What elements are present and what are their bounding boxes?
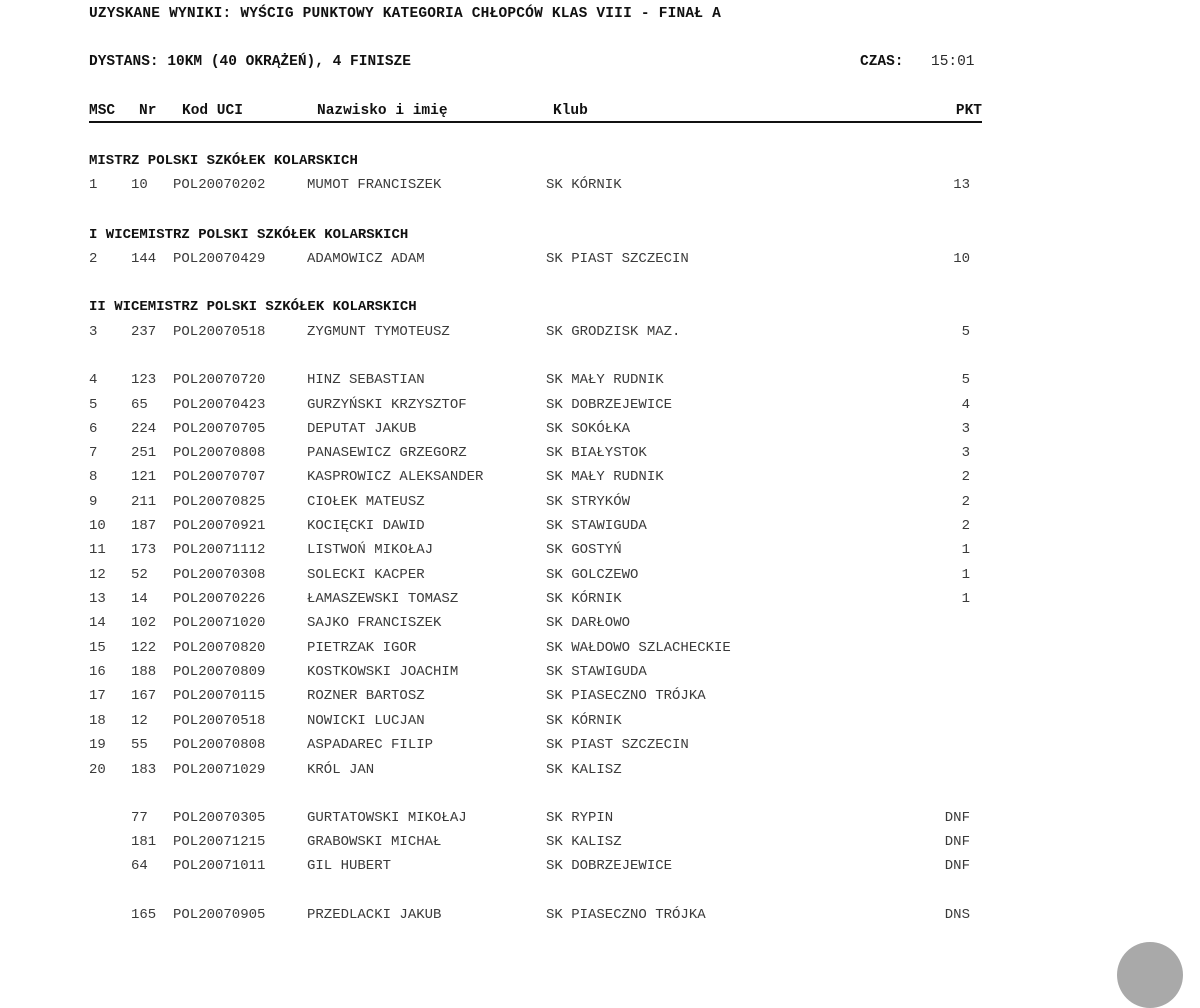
cell-name: NOWICKI LUCJAN: [307, 713, 425, 729]
cell-msc: 4: [89, 372, 98, 388]
cell-club: SK PIASECZNO TRÓJKA: [546, 907, 706, 923]
cell-uci: POL20070305: [173, 810, 266, 826]
cell-msc: 3: [89, 324, 98, 340]
document-title: UZYSKANE WYNIKI: WYŚCIG PUNKTOWY KATEGORIA CHŁOPCÓW KLAS VIII - FINAŁ A: [89, 6, 722, 22]
cell-name: GURZYŃSKI KRZYSZTOF: [307, 397, 467, 413]
cell-name: KOSTKOWSKI JOACHIM: [307, 664, 459, 680]
cell-name: GRABOWSKI MICHAŁ: [307, 834, 442, 850]
cell-nr: 14: [131, 591, 148, 607]
cell-name: ADAMOWICZ ADAM: [307, 251, 425, 267]
cell-uci: POL20070202: [173, 177, 266, 193]
cell-uci: POL20070423: [173, 397, 266, 413]
cell-msc: 15: [89, 640, 106, 656]
cell-uci: POL20070808: [173, 737, 266, 753]
cell-msc: 20: [89, 762, 106, 778]
cell-pts: DNF: [944, 858, 970, 874]
cell-name: PRZEDLACKI JAKUB: [307, 907, 442, 923]
cell-pts: DNF: [944, 810, 970, 826]
cell-club: SK PIAST SZCZECIN: [546, 251, 689, 267]
cell-pts: DNF: [944, 834, 970, 850]
cell-club: SK MAŁY RUDNIK: [546, 372, 664, 388]
section-heading: II WICEMISTRZ POLSKI SZKÓŁEK KOLARSKICH: [89, 299, 417, 315]
cell-uci: POL20070705: [173, 421, 266, 437]
cell-pts: 1: [961, 567, 970, 583]
cell-nr: 144: [131, 251, 157, 267]
cell-pts: 5: [961, 324, 970, 340]
cell-club: SK GRODZISK MAZ.: [546, 324, 681, 340]
cell-name: PANASEWICZ GRZEGORZ: [307, 445, 467, 461]
cell-nr: 52: [131, 567, 148, 583]
cell-uci: POL20070825: [173, 494, 266, 510]
cell-uci: POL20070921: [173, 518, 266, 534]
section-heading: I WICEMISTRZ POLSKI SZKÓŁEK KOLARSKICH: [89, 227, 409, 243]
cell-nr: 65: [131, 397, 148, 413]
cell-msc: 7: [89, 445, 98, 461]
cell-name: ŁAMASZEWSKI TOMASZ: [307, 591, 459, 607]
cell-msc: 16: [89, 664, 106, 680]
cell-name: KOCIĘCKI DAWID: [307, 518, 425, 534]
section-heading: MISTRZ POLSKI SZKÓŁEK KOLARSKICH: [89, 153, 358, 169]
cell-nr: 167: [131, 688, 157, 704]
cell-name: LISTWOŃ MIKOŁAJ: [307, 542, 434, 558]
cell-msc: 6: [89, 421, 98, 437]
cell-pts: 13: [953, 177, 970, 193]
cell-msc: 8: [89, 469, 98, 485]
cell-uci: POL20070226: [173, 591, 266, 607]
cell-uci: POL20070808: [173, 445, 266, 461]
cell-pts: DNS: [944, 907, 970, 923]
header-divider: [89, 121, 982, 123]
cell-uci: POL20071215: [173, 834, 266, 850]
cell-nr: 102: [131, 615, 157, 631]
cell-club: SK DARŁOWO: [546, 615, 631, 631]
cell-name: HINZ SEBASTIAN: [307, 372, 425, 388]
cell-nr: 237: [131, 324, 157, 340]
cell-uci: POL20071112: [173, 542, 266, 558]
cell-uci: POL20070707: [173, 469, 266, 485]
header-msc: MSC: [89, 103, 116, 119]
cell-nr: 10: [131, 177, 148, 193]
cell-nr: 55: [131, 737, 148, 753]
cell-uci: POL20070308: [173, 567, 266, 583]
cell-club: SK WAŁDOWO SZLACHECKIE: [546, 640, 731, 656]
cell-club: SK KÓRNIK: [546, 713, 622, 729]
cell-uci: POL20070518: [173, 713, 266, 729]
cell-club: SK BIAŁYSTOK: [546, 445, 647, 461]
cell-nr: 187: [131, 518, 157, 534]
cell-uci: POL20071020: [173, 615, 266, 631]
cell-msc: 5: [89, 397, 98, 413]
cell-nr: 224: [131, 421, 157, 437]
header-pts: PKT: [955, 103, 982, 119]
cell-msc: 11: [89, 542, 106, 558]
cell-club: SK PIAST SZCZECIN: [546, 737, 689, 753]
cell-pts: 3: [961, 421, 970, 437]
cell-pts: 3: [961, 445, 970, 461]
cell-name: ZYGMUNT TYMOTEUSZ: [307, 324, 450, 340]
cell-nr: 64: [131, 858, 148, 874]
cell-name: SOLECKI KACPER: [307, 567, 425, 583]
cell-msc: 9: [89, 494, 98, 510]
cell-pts: 5: [961, 372, 970, 388]
header-nr: Nr: [139, 103, 157, 119]
cell-uci: POL20070518: [173, 324, 266, 340]
cell-msc: 10: [89, 518, 106, 534]
cell-club: SK DOBRZEJEWICE: [546, 858, 673, 874]
cell-nr: 188: [131, 664, 157, 680]
cell-name: ROZNER BARTOSZ: [307, 688, 425, 704]
cell-name: DEPUTAT JAKUB: [307, 421, 417, 437]
cell-name: GURTATOWSKI MIKOŁAJ: [307, 810, 467, 826]
cell-uci: POL20070905: [173, 907, 266, 923]
cell-club: SK KALISZ: [546, 762, 622, 778]
cell-pts: 4: [961, 397, 970, 413]
cell-club: SK STRYKÓW: [546, 494, 631, 510]
time-label: CZAS:: [860, 54, 904, 70]
cell-uci: POL20070429: [173, 251, 266, 267]
cell-msc: 12: [89, 567, 106, 583]
cell-club: SK PIASECZNO TRÓJKA: [546, 688, 706, 704]
cell-club: SK GOLCZEWO: [546, 567, 639, 583]
cell-club: SK KALISZ: [546, 834, 622, 850]
cell-name: KASPROWICZ ALEKSANDER: [307, 469, 484, 485]
distance-info: DYSTANS: 10KM (40 OKRĄŻEŃ), 4 FINISZE: [89, 54, 411, 70]
cell-nr: 123: [131, 372, 157, 388]
cell-nr: 173: [131, 542, 157, 558]
cell-nr: 181: [131, 834, 157, 850]
cell-nr: 77: [131, 810, 148, 826]
cell-nr: 211: [131, 494, 157, 510]
time-value: 15:01: [931, 54, 975, 70]
cell-uci: POL20070720: [173, 372, 266, 388]
cell-msc: 1: [89, 177, 98, 193]
cell-nr: 12: [131, 713, 148, 729]
cell-club: SK STAWIGUDA: [546, 518, 647, 534]
cell-pts: 1: [961, 591, 970, 607]
header-uci: Kod UCI: [182, 103, 243, 119]
cell-uci: POL20071011: [173, 858, 266, 874]
cell-uci: POL20070820: [173, 640, 266, 656]
cell-name: SAJKO FRANCISZEK: [307, 615, 442, 631]
cell-uci: POL20070115: [173, 688, 266, 704]
cell-nr: 183: [131, 762, 157, 778]
cell-pts: 1: [961, 542, 970, 558]
cell-name: CIOŁEK MATEUSZ: [307, 494, 425, 510]
cell-club: SK DOBRZEJEWICE: [546, 397, 673, 413]
cell-club: SK RYPIN: [546, 810, 614, 826]
cell-nr: 251: [131, 445, 157, 461]
cell-club: SK MAŁY RUDNIK: [546, 469, 664, 485]
cell-pts: 10: [953, 251, 970, 267]
cell-msc: 2: [89, 251, 98, 267]
cell-club: SK KÓRNIK: [546, 177, 622, 193]
cell-club: SK KÓRNIK: [546, 591, 622, 607]
cell-name: ASPADAREC FILIP: [307, 737, 434, 753]
cell-pts: 2: [961, 494, 970, 510]
cell-club: SK SOKÓŁKA: [546, 421, 631, 437]
cell-club: SK GOSTYŃ: [546, 542, 622, 558]
cell-uci: POL20071029: [173, 762, 266, 778]
cell-uci: POL20070809: [173, 664, 266, 680]
cell-name: GIL HUBERT: [307, 858, 392, 874]
cell-nr: 121: [131, 469, 157, 485]
cell-msc: 14: [89, 615, 106, 631]
cell-name: MUMOT FRANCISZEK: [307, 177, 442, 193]
cell-msc: 19: [89, 737, 106, 753]
header-club: Klub: [553, 103, 588, 119]
cell-name: PIETRZAK IGOR: [307, 640, 417, 656]
header-name: Nazwisko i imię: [317, 103, 448, 119]
cell-pts: 2: [961, 469, 970, 485]
cell-name: KRÓL JAN: [307, 762, 375, 778]
cell-msc: 18: [89, 713, 106, 729]
cell-msc: 13: [89, 591, 106, 607]
floating-badge[interactable]: [1117, 942, 1183, 1008]
cell-pts: 2: [961, 518, 970, 534]
cell-nr: 165: [131, 907, 157, 923]
cell-msc: 17: [89, 688, 106, 704]
cell-nr: 122: [131, 640, 157, 656]
cell-club: SK STAWIGUDA: [546, 664, 647, 680]
